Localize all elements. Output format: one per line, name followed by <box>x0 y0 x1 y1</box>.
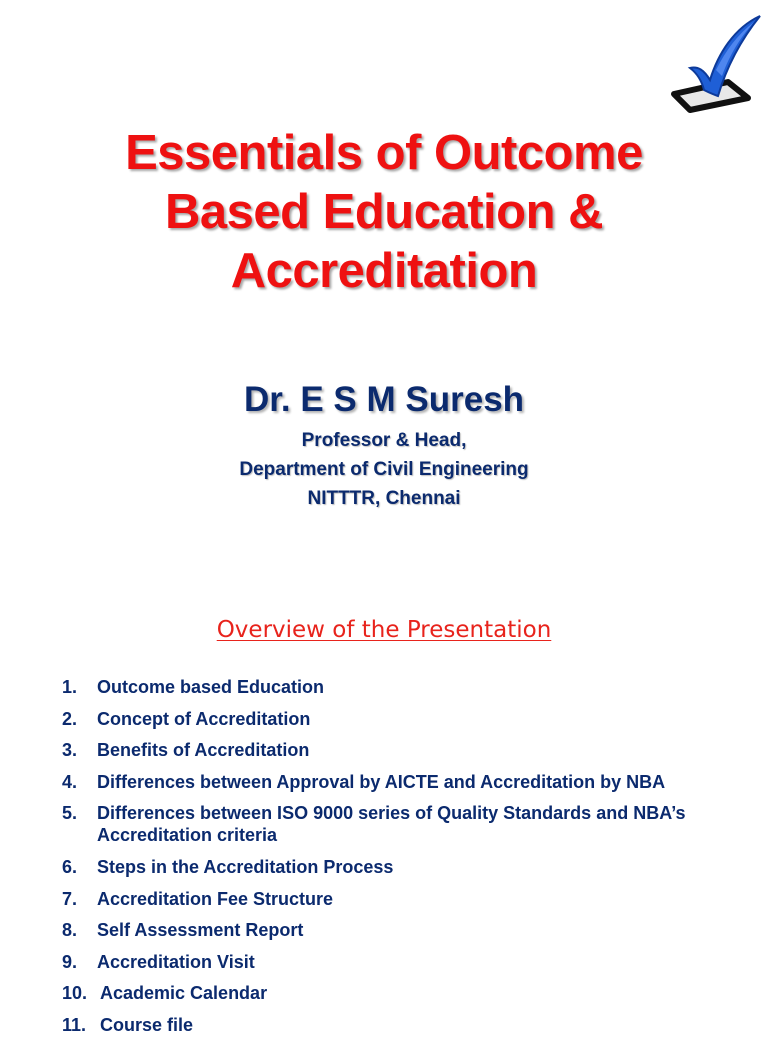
list-item-number: 6. <box>62 856 78 877</box>
list-item-number: 5. <box>62 803 78 824</box>
list-item <box>0 1014 768 1036</box>
checkbox-checkmark-icon <box>668 10 768 110</box>
list-item-text: Accreditation Fee Structure <box>97 888 334 909</box>
list-item <box>0 951 768 973</box>
overview-list <box>0 676 768 1046</box>
list-item-text: Steps in the Accreditation Process <box>97 856 394 877</box>
list-item <box>0 708 768 730</box>
list-item-text: Benefits of Accreditation <box>97 740 310 761</box>
list-item-number: 7. <box>62 888 78 909</box>
list-item-number: 1. <box>62 677 78 697</box>
overview-heading <box>0 614 768 646</box>
affiliation-line-1: Professor & Head, <box>301 430 467 451</box>
list-item-text: Accreditation Visit <box>97 951 255 972</box>
affiliation-line-3: NITTTR, Chennai <box>307 488 461 509</box>
title-line-3: Accreditation <box>230 244 538 298</box>
presentation-title <box>0 124 768 301</box>
list-item-text: Differences between Approval by AICTE and Accreditation by NBA <box>97 771 666 792</box>
list-item-text: Academic Calendar <box>100 983 268 1004</box>
list-item <box>0 802 768 846</box>
list-item-number: 2. <box>62 708 78 729</box>
author-affiliation <box>0 426 768 513</box>
list-item-number: 3. <box>62 740 78 761</box>
list-item <box>0 739 768 761</box>
list-item <box>0 982 768 1004</box>
list-item-text: Course file <box>100 1014 194 1035</box>
list-item-text: Self Assessment Report <box>97 920 304 941</box>
list-item-text: Outcome based Education <box>97 677 325 697</box>
list-item <box>0 676 768 698</box>
affiliation-line-2: Department of Civil Engineering <box>239 459 529 480</box>
list-item-text: Concept of Accreditation <box>97 708 311 729</box>
title-line-1: Essentials of Outcome <box>125 126 643 180</box>
overview-heading-text: Overview of the Presentation <box>216 617 552 643</box>
list-item <box>0 856 768 878</box>
list-item-text: Differences between ISO 9000 series of Quality Standards and NBA’s Accreditation criteria <box>97 803 686 846</box>
list-item-number: 4. <box>62 771 78 792</box>
list-item-number: 8. <box>62 920 78 941</box>
list-item-number: 9. <box>62 951 78 972</box>
list-item <box>0 771 768 793</box>
list-item-number: 10. <box>62 983 88 1004</box>
list-item-number: 11. <box>62 1014 87 1035</box>
title-line-2: Based Education & <box>164 185 604 239</box>
list-item <box>0 919 768 941</box>
list-item <box>0 888 768 910</box>
author-name: Dr. E S M Suresh <box>243 380 525 419</box>
checkbox-checkmark-svg <box>668 10 768 110</box>
